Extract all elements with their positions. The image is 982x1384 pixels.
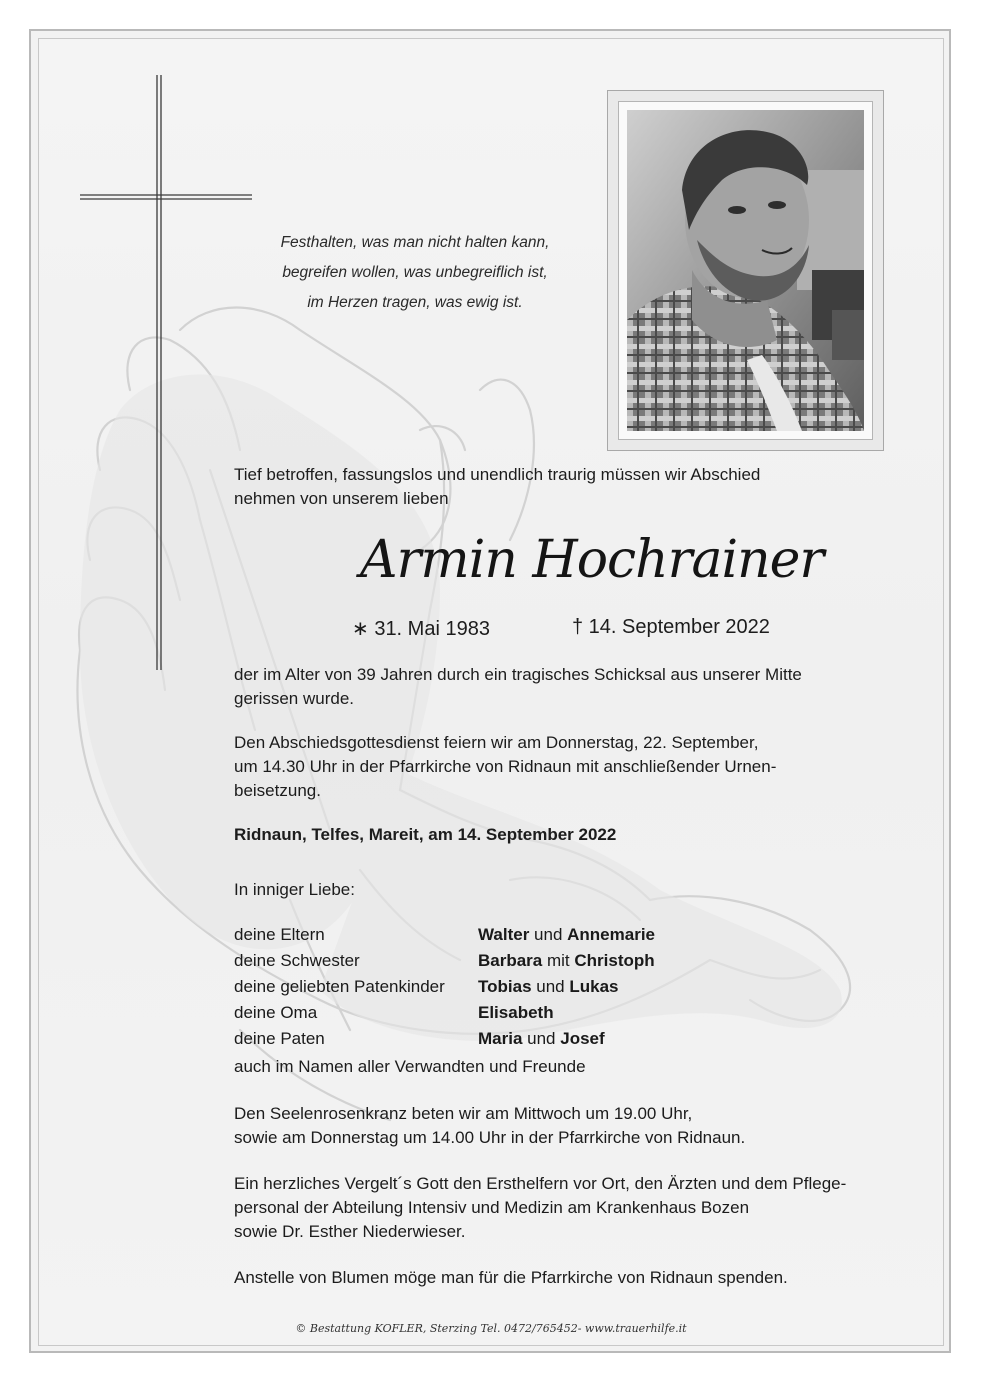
service-text: Den Abschiedsgottesdienst feiern wir am Donnerstag, 22. September, um 14.30 Uhr in der Pfarrkirche von Ridnaun mit anschließender Urnen- beisetzung. (234, 733, 777, 800)
place-date: Ridnaun, Telfes, Mareit, am 14. September 2022 (234, 825, 617, 844)
death-date: † 14. September 2022 (572, 616, 770, 638)
portrait-image (627, 110, 864, 431)
cross-icon (80, 75, 252, 670)
memorial-quote (250, 228, 580, 318)
relatives-text: auch im Namen aller Verwandten und Freunde (234, 1057, 586, 1076)
flowers-text: Anstelle von Blumen möge man für die Pfarrkirche von Ridnaun spenden. (234, 1268, 788, 1287)
rosary-text: Den Seelenrosenkranz beten wir am Mittwoch um 19.00 Uhr, sowie am Donnerstag um 14.00 Uhr in der Pfarrkirche von Ridnaun. (234, 1104, 746, 1147)
portrait-photo (627, 110, 864, 431)
funeral-home-footer: © Bestattung KOFLER, Sterzing Tel. 0472/765452- www.trauerhilfe.it (295, 1322, 687, 1335)
family-row: deine Paten Maria und Josef (234, 1029, 605, 1048)
thanks-text: Ein herzliches Vergelt´s Gott den Ersthelfern vor Ort, den Ärzten und dem Pflege- personal der Abteilung Intensiv und Medizin am Krankenhaus Bozen sowie Dr. Esther Niederwieser. (234, 1174, 847, 1241)
family-row: deine geliebten Patenkinder Tobias und Lukas (234, 977, 619, 996)
quote-line: Festhalten, was man nicht halten kann, (280, 234, 550, 251)
intro-text: Tief betroffen, fassungslos und unendlich traurig müssen wir Abschied nehmen von unserem lieben (234, 465, 761, 508)
circumstance-text: der im Alter von 39 Jahren durch ein tragisches Schicksal aus unserer Mitte gerissen wurde. (234, 665, 802, 708)
love-intro: In inniger Liebe: (234, 880, 355, 899)
family-row: deine Schwester Barbara mit Christoph (234, 951, 655, 970)
family-row: deine Eltern Walter und Annemarie (234, 925, 656, 944)
portrait-frame (607, 90, 884, 451)
birth-date: ∗ 31. Mai 1983 (352, 618, 490, 640)
quote-line: begreifen wollen, was unbegreiflich ist, (282, 264, 548, 281)
deceased-name: Armin Hochrainer (360, 530, 824, 590)
quote-line: im Herzen tragen, was ewig ist. (307, 294, 523, 311)
family-row: deine Oma Elisabeth (234, 1003, 554, 1022)
